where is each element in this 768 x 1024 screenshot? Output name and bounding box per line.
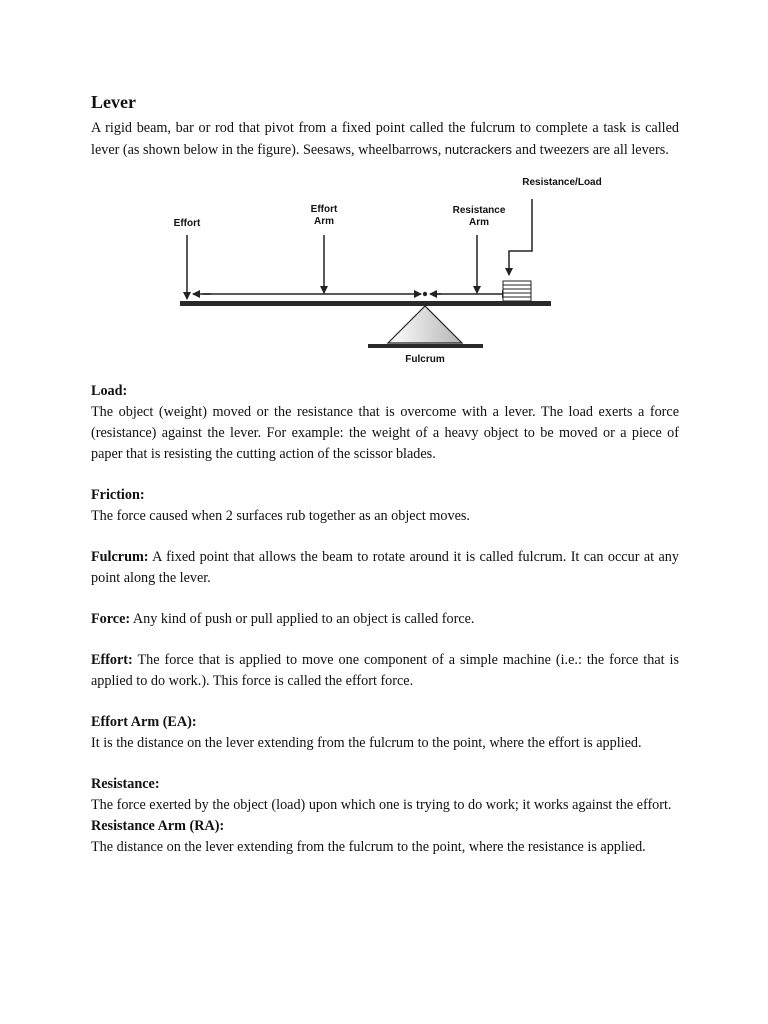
section-resistance (91, 774, 679, 816)
label-effort: Effort (173, 218, 201, 229)
effort-heading: Effort: (91, 652, 133, 668)
lever-beam (180, 301, 551, 306)
label-effort-arm (294, 204, 354, 228)
effort-paragraph (91, 650, 679, 692)
document-content (91, 90, 679, 858)
label-resistance-arm (439, 205, 519, 229)
section-force (91, 609, 679, 630)
lever-diagram (91, 171, 679, 371)
friction-body: The force caused when 2 surfaces rub together as an object moves. (91, 508, 470, 524)
section-effort-arm (91, 712, 679, 754)
label-resistance-arm-line1: Resistance (452, 205, 506, 216)
pivot-dot (423, 292, 427, 296)
force-body: Any kind of push or pull applied to an object is called force. (130, 611, 475, 627)
intro-text-2: and tweezers are all levers. (512, 142, 669, 158)
resistance-arm-heading: Resistance Arm (RA): (91, 818, 225, 834)
intro-text-1: A rigid beam, bar or rod that pivot from a fixed point called the fulcrum to complete a task is called lever (as shown below in the figure). Seesaws, wheelbarrows, (91, 120, 679, 158)
label-effort-arm-line1: Effort (310, 204, 338, 215)
label-effort-arm-line2: Arm (313, 216, 334, 227)
fulcrum-triangle (388, 306, 462, 343)
resistance-arm-body: The distance on the lever extending from the fulcrum to the point, where the resistance is applied. (91, 839, 646, 855)
section-effort (91, 650, 679, 692)
section-resistance-arm (91, 816, 679, 858)
label-resistance-load: Resistance/Load (522, 177, 602, 188)
load-body: The object (weight) moved or the resistance that is overcome with a lever. The load exerts a force (resistance) against the lever. For example: the weight of a heavy object to be moved or a piece of paper that is resisting the cutting action of the scissor blades. (91, 404, 679, 462)
section-load (91, 381, 679, 465)
friction-heading: Friction: (91, 487, 145, 503)
load-stack (503, 281, 531, 301)
label-fulcrum: Fulcrum (405, 354, 445, 365)
resistance-body: The force exerted by the object (load) upon which one is trying to do work; it works against the effort. (91, 797, 672, 813)
section-friction (91, 485, 679, 527)
label-resistance-arm-line2: Arm (468, 217, 489, 228)
intro-paragraph (91, 118, 679, 161)
force-paragraph (91, 609, 679, 630)
load-heading: Load: (91, 383, 128, 399)
force-heading: Force: (91, 611, 131, 627)
intro-highlight: nutcrackers (444, 142, 512, 157)
fulcrum-base (368, 344, 483, 348)
effort-body: The force that is applied to move one component of a simple machine (i.e.: the force that is applied to do work.). This force is called the effort force. (91, 652, 679, 689)
section-fulcrum (91, 547, 679, 589)
fulcrum-paragraph (91, 547, 679, 589)
lever-figure (91, 171, 679, 371)
page-title: Lever (91, 92, 136, 112)
fulcrum-body: A fixed point that allows the beam to rotate around it is called fulcrum. It can occur at any point along the lever. (91, 549, 679, 586)
effort-arm-heading: Effort Arm (EA): (91, 714, 197, 730)
effort-arm-body: It is the distance on the lever extending from the fulcrum to the point, where the effort is applied. (91, 735, 642, 751)
resistance-heading: Resistance: (91, 776, 160, 792)
fulcrum-heading: Fulcrum: (91, 549, 149, 565)
